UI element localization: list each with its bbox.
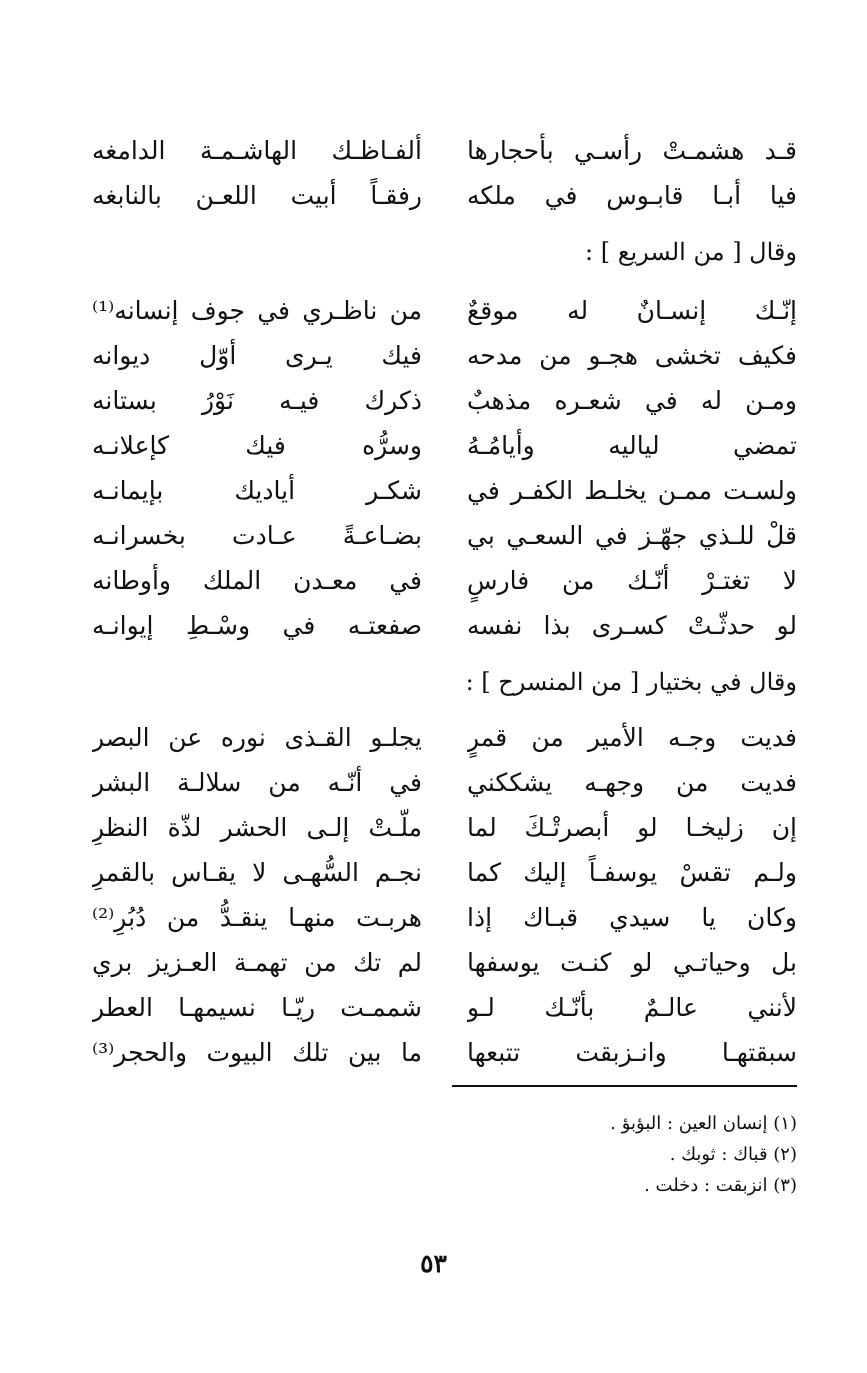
verse-second-hemistich: رفقـاً أبيت اللعـن بالنابغه bbox=[92, 181, 422, 210]
poem-intro: وقال [ من السريع ] : bbox=[585, 238, 797, 266]
verse-second-hemistich: من ناظـري في جوف إنسانه⁽¹⁾ bbox=[92, 296, 422, 325]
verse-first-hemistich: فديت من وجهـه يشككني bbox=[467, 768, 797, 797]
verse-first-hemistich: لو حدثّـتْ كسـرى بذا نفسه bbox=[467, 611, 797, 640]
verse bbox=[0, 423, 867, 468]
verse-first-hemistich: تمضي لياليه وأيامُـهُ bbox=[467, 431, 797, 460]
verse-second-hemistich: ما بين تلك البيوت والحجر⁽³⁾ bbox=[92, 1038, 422, 1067]
verse-second-hemistich: ألفـاظـك الهاشـمـة الدامغه bbox=[92, 136, 422, 165]
verse bbox=[0, 378, 867, 423]
verse-first-hemistich: ومـن له في شعـره مذهبٌ bbox=[467, 386, 797, 415]
verse bbox=[0, 850, 867, 895]
stanza-1 bbox=[0, 128, 867, 218]
verse-second-hemistich: يجلـو القـذى نوره عن البصر bbox=[92, 723, 422, 752]
verse-first-hemistich: ولسـت ممـن يخلـط الكفـر في bbox=[467, 476, 797, 505]
verse-second-hemistich: ملّـتْ إلـى الحشر لذّة النظرِ bbox=[92, 813, 422, 842]
verse bbox=[0, 288, 867, 333]
verse-second-hemistich: صفعتـه في وسْـطِ إيوانـه bbox=[92, 611, 422, 640]
verse-second-hemistich: شكـر أياديك بإيمانـه bbox=[92, 476, 422, 505]
verse-second-hemistich: في أنّـه من سلالـة البشر bbox=[92, 768, 422, 797]
verse-second-hemistich: وسرُّه فيك كإعلانـه bbox=[92, 431, 422, 460]
verse-first-hemistich: قلْ للـذي جهّـز في السعـي بي bbox=[467, 521, 797, 550]
verse-second-hemistich: في معـدن الملك وأوطانه bbox=[92, 566, 422, 595]
page-number: ٥٣ bbox=[420, 1249, 447, 1278]
verse-first-hemistich: إن زليخـا لو أبصرتْـكَ لما bbox=[467, 813, 797, 842]
verse bbox=[0, 1030, 867, 1075]
verse-first-hemistich: ولـم تقسْ يوسفـاً إليك كما bbox=[467, 858, 797, 887]
verse bbox=[0, 468, 867, 513]
verse-first-hemistich: لأنني عالـمٌ بأنّـك لـو bbox=[467, 993, 797, 1022]
verse-second-hemistich: بضـاعـةً عـادت بخسرانـه bbox=[92, 521, 422, 550]
verse bbox=[0, 558, 867, 603]
verse bbox=[0, 895, 867, 940]
poem-intro: وقال في بختيار [ من المنسرح ] : bbox=[465, 668, 797, 696]
verse-second-hemistich: نجـم السُّهـى لا يقـاس بالقمرِ bbox=[92, 858, 422, 887]
verse-first-hemistich: وكان يا سيدي قبـاك إذا bbox=[467, 903, 797, 932]
footnote: (١) إنسان العين : البؤبؤ . bbox=[610, 1113, 797, 1134]
verse-first-hemistich: بل وحياتـي لو كنـت يوسفها bbox=[467, 948, 797, 977]
verse-first-hemistich: فيا أبـا قابـوس في ملكه bbox=[467, 181, 797, 210]
footnote: (٣) انزبقت : دخلت . bbox=[644, 1175, 797, 1196]
footnote-separator bbox=[452, 1085, 797, 1087]
verse bbox=[0, 603, 867, 648]
verse-second-hemistich: ذكرك فيـه نَوْرُ بستانه bbox=[92, 386, 422, 415]
verse bbox=[0, 940, 867, 985]
verse-second-hemistich: فيك يـرى أوّل ديوانه bbox=[92, 341, 422, 370]
stanza-2 bbox=[0, 288, 867, 648]
verse-second-hemistich: لم تك من تهمـة العـزيز بري bbox=[92, 948, 422, 977]
verse-second-hemistich: هربـت منهـا ينقـدُّ من دُبُرِ⁽²⁾ bbox=[92, 903, 422, 932]
verse bbox=[0, 805, 867, 850]
verse-first-hemistich: لا تغتـرْ أنّـك من فارسٍ bbox=[467, 566, 797, 595]
verse-second-hemistich: شممـت ريّـا نسيمهـا العطر bbox=[92, 993, 422, 1022]
verse bbox=[0, 985, 867, 1030]
verse-first-hemistich: قـد هشمـتْ رأسـي بأحجارها bbox=[467, 136, 797, 165]
verse bbox=[0, 760, 867, 805]
verse-first-hemistich: فديت وجـه الأمير من قمرٍ bbox=[467, 723, 797, 752]
footnote: (٢) قباك : ثوبك . bbox=[669, 1144, 797, 1165]
verse-first-hemistich: فكيف تخشى هجـو من مدحه bbox=[467, 341, 797, 370]
verse bbox=[0, 128, 867, 173]
verse bbox=[0, 333, 867, 378]
verse bbox=[0, 513, 867, 558]
footnotes bbox=[297, 1108, 797, 1201]
verse bbox=[0, 715, 867, 760]
verse-first-hemistich: سبقتهـا وانـزبقت تتبعها bbox=[467, 1038, 797, 1067]
stanza-3 bbox=[0, 715, 867, 1075]
verse-first-hemistich: إنّـك إنسـانٌ له موقعٌ bbox=[467, 296, 797, 325]
verse bbox=[0, 173, 867, 218]
